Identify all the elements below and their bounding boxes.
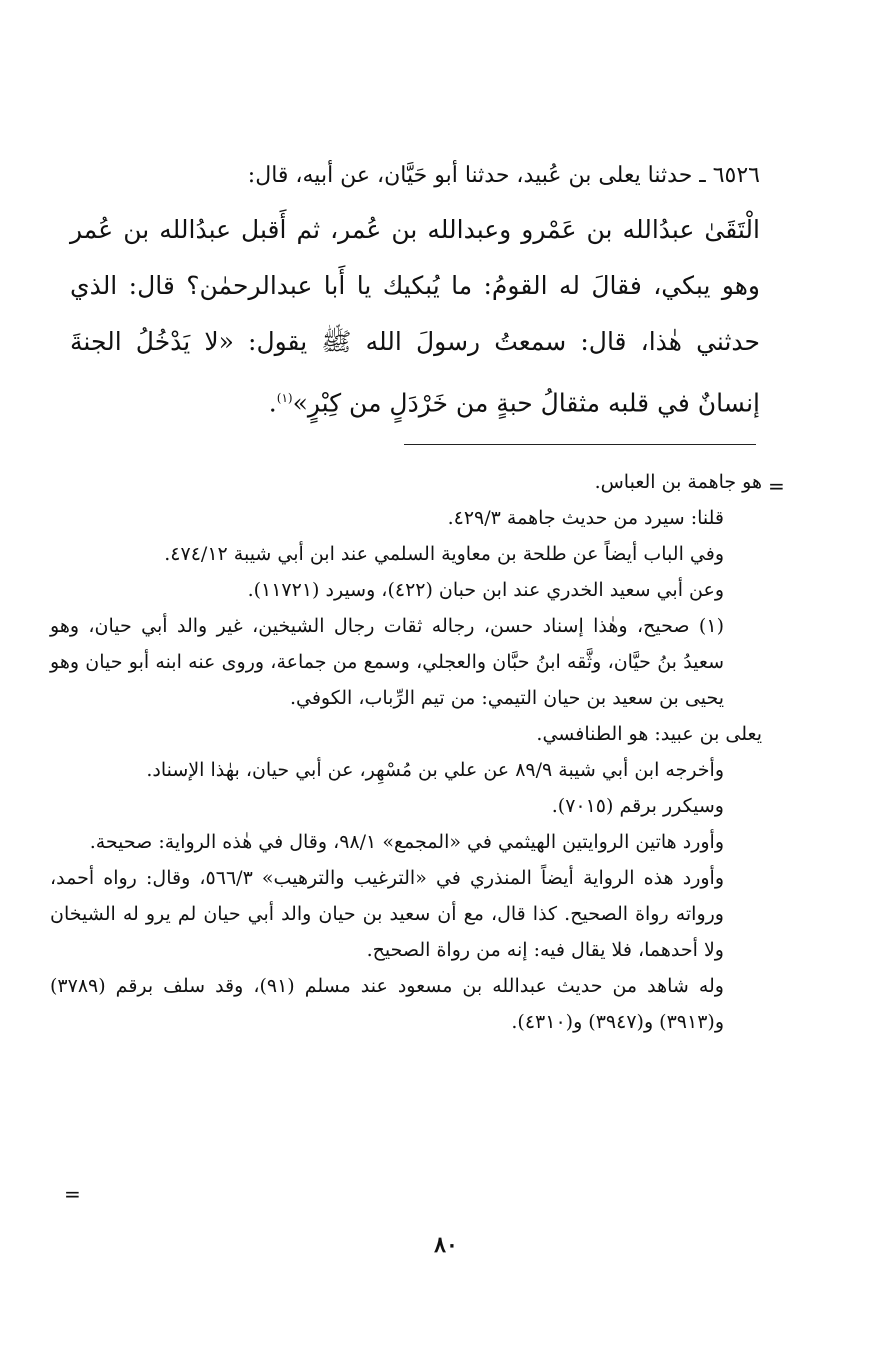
footnote-line: وله شاهد من حديث عبدالله بن مسعود عند مسلم (٩١)، وقد سلف برقم (٣٧٨٩) و(٣٩١٣) و(٣٩٤٧) و(٤٣١٠). <box>50 975 724 1033</box>
footnote-line: وأخرجه ابن أبي شيبة ٨٩/٩ عن علي بن مُسْهِر، عن أبي حيان، بهٰذا الإسناد. <box>146 759 724 781</box>
footnote-line: وأورد هاتين الروايتين الهيثمي في «المجمع» ٩٨/١، وقال في هٰذه الرواية: صحيحة. <box>89 831 724 853</box>
footnote-reference: (١) <box>276 391 293 405</box>
page-number: ٨٠ <box>434 1232 458 1258</box>
footnote-line: وفي الباب أيضاً عن طلحة بن معاوية السلمي عند ابن أبي شيبة ٤٧٤/١٢. <box>164 543 724 565</box>
footnote-separator <box>404 444 756 445</box>
footnote-line: قلنا: سيرد من حديث جاهمة ٤٢٩/٣. <box>447 507 724 529</box>
continuation-marker-top: = <box>768 474 785 498</box>
hadith-text <box>70 150 760 431</box>
footnote-line: يعلى بن عبيد: هو الطنافسي. <box>536 723 762 745</box>
footnote-line: هو جاهمة بن العباس. <box>594 471 762 493</box>
footnote-line: وأورد هذه الرواية أيضاً المنذري في «الترغيب والترهيب» ٥٦٦/٣، وقال: رواه أحمد، ورواته رواة الصحيح. كذا قال، مع أن سعيد بن حيان والد أبي حيان لم يرو له الشيخان ولا أحدهما، فلا يقال فيه: إنه من رواة الصحيح. <box>50 867 724 961</box>
continuation-marker-bottom: = <box>64 1182 81 1206</box>
hadith-body: الْتَقَىٰ عبدُالله بن عَمْرو وعبدالله بن عُمر، ثم أَقبل عبدُالله بن عُمر وهو يبكي، فقالَ له القومُ: ما يُبكيك يا أَبا عبدالرحمٰن؟ قال: الذي حدثني هٰذا، قال: سمعتُ رسولَ الله ﷺ يقول: «لا يَدْخُلُ الجنةَ إنسانٌ في قلبه مثقالُ حبةٍ من خَرْدَلٍ من كِبْرٍ» <box>70 215 760 418</box>
footnotes <box>50 464 762 1040</box>
footnote-line: وعن أبي سعيد الخدري عند ابن حبان (٤٢٢)، وسيرد (١١٧٢١). <box>247 579 724 601</box>
footnote-1: (١) صحيح، وهٰذا إسناد حسن، رجاله ثقات رجال الشيخين، غير والد أبي حيان، وهو سعيدُ بنُ حيَّان، وثَّقه ابنُ حبَّان والعجلي، وسمع من جماعة، وروى عنه ابنه أبو حيان وهو يحيى بن سعيد بن حيان التيمي: من تيم الرِّباب، الكوفي. <box>50 615 724 709</box>
hadith-matn: الْتَقَىٰ عبدُالله بن عَمْرو وعبدالله بن عُمر، ثم أَقبل عبدُالله بن عُمر وهو يبكي، فقالَ له القومُ: ما يُبكيك يا أَبا عبدالرحمٰن؟ قال: الذي حدثني هٰذا، قال: سمعتُ رسولَ الله ﷺ يقول: «لا يَدْخُلُ الجنةَ إنسانٌ في قلبه مثقالُ حبةٍ من خَرْدَلٍ من كِبْرٍ»$^{(١)}$. <box>70 215 760 418</box>
hadith-isnad-line: ٦٥٢٦ ـ حدثنا يعلى بن عُبيد، حدثنا أبو حَيَّان، عن أبيه، قال: <box>247 163 760 188</box>
footnote-line: وسيكرر برقم (٧٠١٥). <box>551 795 724 817</box>
